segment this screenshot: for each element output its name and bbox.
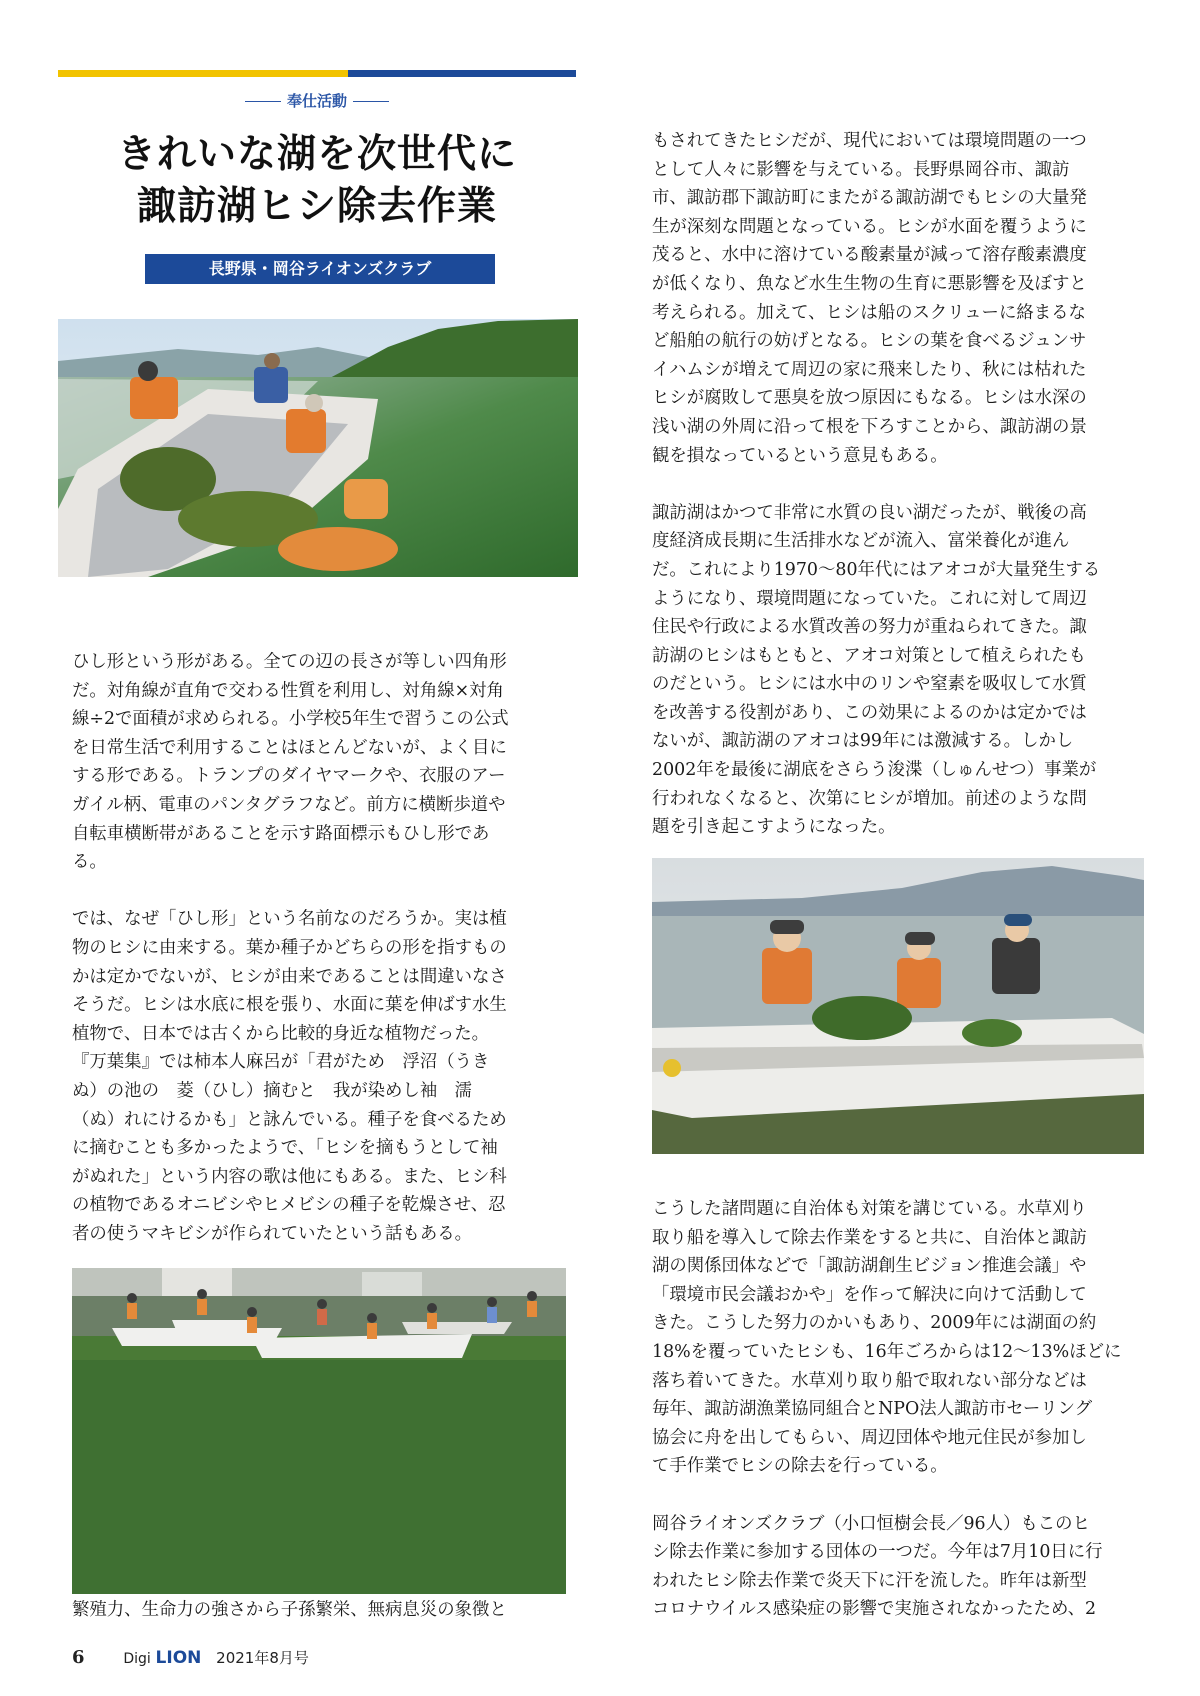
right-column-lower [652,1195,1146,1624]
text-line: シ除去作業に参加する団体の一つだ。今年は7月10日に行 [652,1542,1103,1563]
title-line-1: きれいな湖を次世代に [116,131,517,177]
text-line: コロナウイルス感染症の影響で実施されなかったため、2 [652,1599,1097,1620]
photo-lake-workers-boat [58,319,578,577]
text-line: 訪湖のヒシはもともと、アオコ対策として植えられたも [652,645,1086,666]
photo-shore-volunteers [72,1268,566,1594]
text-line: ど船舶の航行の妨げとなる。ヒシの葉を食べるジュンサ [652,331,1087,352]
text-line: のだという。ヒシには水中のリンや窒素を吸収して水質 [652,674,1087,695]
text-line: 浅い湖の外周に沿って根を下ろすことから、諏訪湖の景 [652,416,1087,437]
text-line: 岡谷ライオンズクラブ（小口恒樹会長／96人）もこのヒ [652,1513,1090,1534]
text-line: 線÷2で面積が求められる。小学校5年生で習うこの公式 [72,709,509,730]
text-line: 自転車横断帯があることを示す路面標示もひし形であ [72,823,490,844]
left-column-lower [72,1596,568,1625]
text-line: きた。こうした努力のかいもあり、2009年には湖面の約 [652,1313,1097,1334]
text-line: こうした諸問題に自治体も対策を講じている。水草刈り [652,1199,1087,1219]
text-line: 観を損なっているという意見もある。 [652,445,948,466]
text-line: 18%を覆っていたヒシも、16年ごろからは12～13%ほどに [652,1341,1122,1362]
text-line: がぬれた」という内容の歌は他にもある。また、ヒシ科 [72,1166,507,1187]
text-line: ぬ）の池の 菱（ひし）摘むと 我が染めし袖 濡 [72,1080,472,1101]
text-line: に摘むことも多かったようで、「ヒシを摘もうとして袖 [72,1138,498,1159]
text-line: 住民や行政による水質改善の努力が重ねられてきた。諏 [652,617,1087,638]
header-color-bar [58,70,576,77]
text-line: 湖の関係団体などで「諏訪湖創生ビジョン推進会議」や [652,1256,1087,1277]
text-line: 2002年を最後に湖底をさらう浚渫（しゅんせつ）事業が [652,760,1097,781]
text-line: では、なぜ「ひし形」という名前なのだろうか。実は植 [72,909,507,930]
text-line: ひし形という形がある。全ての辺の長さが等しい四角形 [72,652,507,672]
text-line: 生が深刻な問題となっている。ヒシが水面を覆うように [652,216,1087,237]
text-line: 考えられる。加えて、ヒシは船のスクリューに絡まるな [652,302,1086,323]
text-line: そうだ。ヒシは水底に根を張り、水面に葉を伸ばす水生 [72,995,507,1016]
text-line: 者の使うマキビシが作られていたという話もある。 [72,1223,472,1244]
text-line: ないが、諏訪湖のアオコは99年には激減する。しかし [652,731,1074,752]
text-line: 題を引き起こすようになった。 [652,817,896,838]
text-line: だ。これにより1970～80年代にはアオコが大量発生する [652,559,1101,580]
text-line: として人々に影響を与えている。長野県岡谷市、諏訪 [652,159,1070,180]
text-line: ガイル柄、電車のパンタグラフなど。前方に横断歩道や [72,794,506,815]
text-line: 諏訪湖はかつて非常に水質の良い湖だったが、戦後の高 [652,502,1087,523]
text-line: 行われなくなると、次第にヒシが増加。前述のような問 [652,788,1087,809]
text-line: 協会に舟を出してもらい、周辺団体や地元住民が参加し [652,1427,1087,1448]
left-column-upper [72,648,568,1248]
text-line: ようになり、環境問題になっていた。これに対して周辺 [652,588,1087,609]
text-line: だ。対角線が直角で交わる性質を利用し、対角線×対角 [72,680,504,701]
text-line: 毎年、諏訪湖漁業協同組合とNPO法人諏訪市セーリング [652,1399,1093,1420]
text-line: われたヒシ除去作業で炎天下に汗を流した。昨年は新型 [652,1570,1087,1591]
text-line: る。 [72,852,107,873]
text-line: ヒシが腐敗して悪臭を放つ原因にもなる。ヒシは水深の [652,388,1087,409]
text-line: する形である。トランプのダイヤマークや、衣服のアー [72,766,506,787]
right-column-upper [652,127,1146,842]
text-line: を日常生活で利用することはほとんどないが、よく目に [72,737,507,758]
text-line: 物のヒシに由来する。葉か種子かどちらの形を指すもの [72,937,507,958]
text-line: の植物であるオニビシやヒメビシの種子を乾燥させ、忍 [72,1195,506,1216]
title-line-2: 諏訪湖ヒシ除去作業 [136,183,497,229]
kicker-label: 奉仕活動 [286,92,347,110]
issue-date: 2021年8月号 [216,1649,309,1667]
text-line: 度経済成長期に生活排水などが流入、富栄養化が進ん [652,531,1070,552]
text-line: もされてきたヒシだが、現代においては環境問題の一つ [652,131,1087,151]
photo-three-workers-boat [652,858,1144,1154]
text-line: て手作業でヒシの除去を行っている。 [652,1456,948,1477]
text-line: 繁殖力、生命力の強さから子孫繁栄、無病息災の象徴と [72,1600,507,1620]
magazine-prefix: Digi [123,1651,151,1667]
text-line: 取り船を導入して除去作業をすると共に、自治体と諏訪 [652,1227,1087,1248]
text-line: イハムシが増えて周辺の家に飛来したり、秋には枯れた [652,359,1087,380]
text-line: 茂ると、水中に溶けている酸素量が減って溶存酸素濃度 [652,245,1087,266]
page-number: 6 [72,1647,85,1668]
text-line: 『万葉集』では柿本人麻呂が「君がため 浮沼（うき [72,1052,490,1073]
text-line: （ぬ）れにけるかも」と詠んでいる。種子を食べるため [72,1109,507,1130]
page-footer [72,1647,309,1668]
magazine-name: LION [155,1648,202,1668]
text-line: 市、諏訪郡下諏訪町にまたがる諏訪湖でもヒシの大量発 [652,188,1087,209]
text-line: を改善する役割があり、この効果によるのかは定かでは [652,702,1087,723]
article-title [58,128,576,232]
text-line: が低くなり、魚など水生生物の生育に悪影響を及ぼすと [652,273,1087,294]
text-line: 植物で、日本では古くから比較的身近な植物だった。 [72,1023,490,1044]
text-line: 落ち着いてきた。水草刈り取り船で取れない部分などは [652,1370,1087,1391]
text-line: かは定かでないが、ヒシが由来であることは間違いなさ [72,966,507,987]
club-banner: 長野県・岡谷ライオンズクラブ [145,254,495,284]
section-kicker [58,90,576,111]
text-line: 「環境市民会議おかや」を作って解決に向けて活動して [652,1284,1087,1305]
